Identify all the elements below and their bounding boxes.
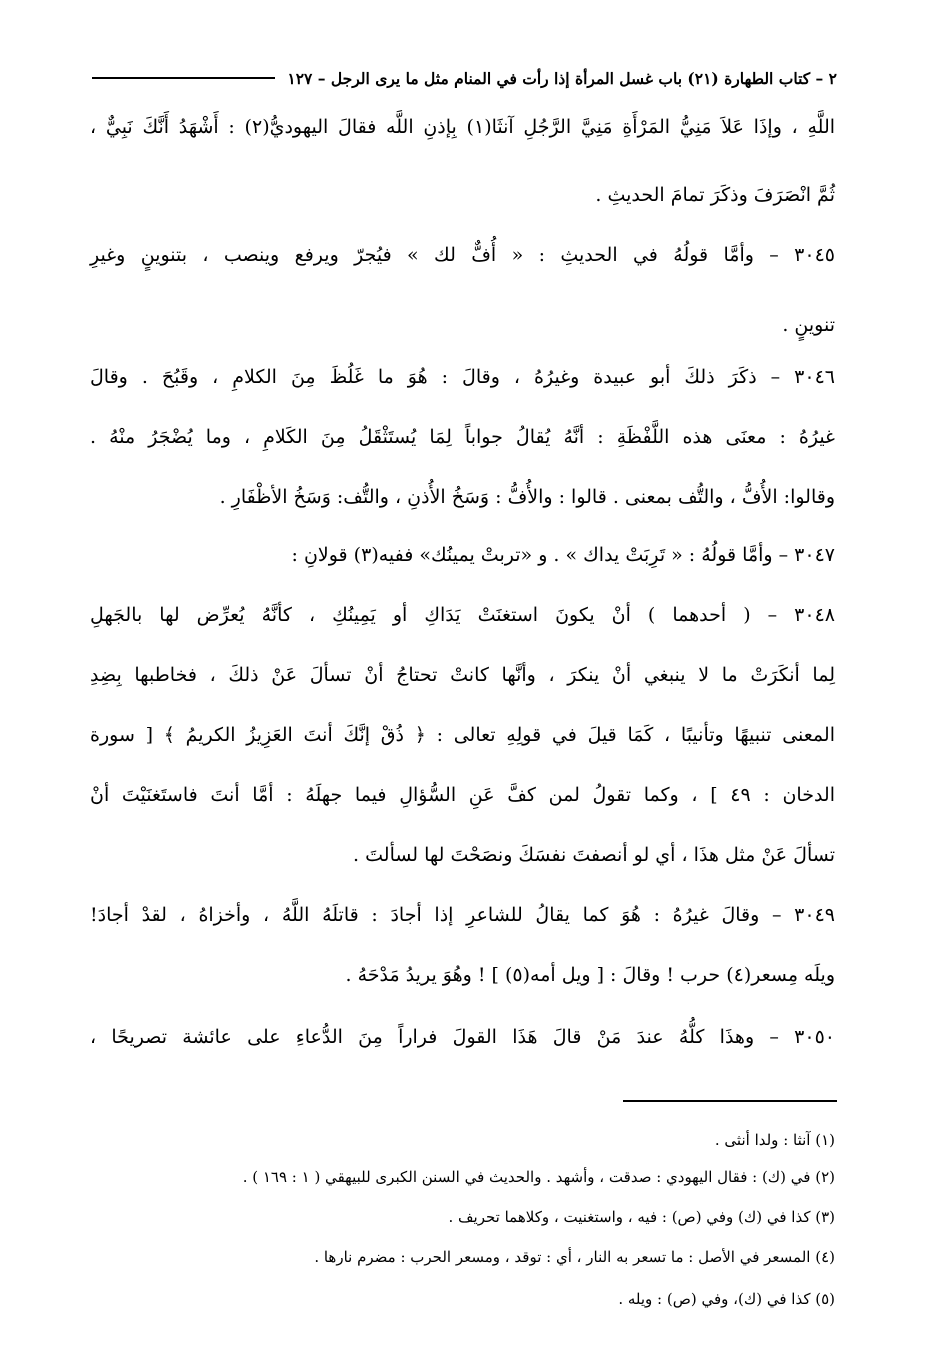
paragraph-3049-line-2: ويلَه مِسعر(٤) حرب ! وقالَ : [ ويل أمه(٥) ] ! وهُوَ يريدُ مَدْحَهُ . bbox=[345, 964, 835, 986]
paragraph-3048-line-3: المعنى تنبيهًا وتأنيبًا ، كَمَا قيلَ في قولِهِ تعالى : ﴿ ذُقْ إنَّكَ أنتَ العَزِيزُ الكريمُ ﴾ [ سورة bbox=[90, 724, 835, 746]
paragraph-3049-line-1: ٣٠٤٩ – وقالَ غيرُهُ : هُوَ كما يقالُ للشاعرِ إذا أجادَ : قاتلَهُ اللَّهُ ، وأخزاهُ ، لقدْ أجادَ! bbox=[90, 904, 835, 926]
header-title: ٢ – كتاب الطهارة (٢١) باب غسل المرأة إذا رأت في المنام مثل ما يرى الرجل – ١٢٧ bbox=[287, 68, 837, 88]
paragraph-3048-line-2: لِما أنكَرَتْ ما لا ينبغي أنْ ينكرَ ، وأنَّها كانتْ تحتاجُ أنْ تسألَ عَنْ ذلكَ ، فخاطبها بِضِدِ bbox=[90, 664, 835, 686]
footnote-3: (٣) كذا في (ك) وفي (ص) : فيه ، واستغنيت ، وكلاهما تحريف . bbox=[448, 1208, 835, 1226]
paragraph-3046-line-1: ٣٠٤٦ – ذكَرَ ذلكَ أبو عبيدة وغيرُهُ ، وقالَ : هُوَ ما غَلُظَ مِنَ الكلامِ ، وقَبُحَ . وقالَ bbox=[90, 366, 835, 388]
footnote-2: (٢) في (ك) : فقال اليهودي : صدقت ، وأشهد . والحديث في السنن الكبرى للبيهقي ( ١ : ١٦٩ ) . bbox=[242, 1168, 835, 1186]
running-header bbox=[92, 58, 837, 98]
paragraph-3048-line-5: تسألَ عَنْ مثل هذَا ، أي لو أنصفتَ نفسَكَ ونصَحْتَ لها لسألتَ . bbox=[353, 844, 835, 866]
paragraph-3050-line-1: ٣٠٥٠ – وهذَا كلُّهُ عندَ مَنْ قالَ هَذَا القولَ فراراً مِنَ الدُّعاءِ على عائشة تصريحًا ، bbox=[90, 1026, 835, 1048]
footnote-5: (٥) كذا في (ك)، وفي (ص) : ويله . bbox=[618, 1290, 835, 1308]
body-line-2: ثُمَّ انْصَرَفَ وذكَرَ تمامَ الحديثِ . bbox=[595, 184, 835, 206]
footnote-4: (٤) المسعر في الأصل : ما تسعر به النار ، أي : توقد ، ومسعر الحرب : مضرم نارها . bbox=[314, 1248, 835, 1266]
footnote-1: (١) آنثا : ولدا أنثى . bbox=[714, 1131, 835, 1149]
paragraph-3048-line-4: الدخان : ٤٩ ] ، وكما تقولُ لمن كفَّ عَنِ السُّؤالِ فيما جهلَهُ : أمَّا أنتَ فاستَغنَيْتَ أنْ bbox=[90, 784, 835, 806]
paragraph-3048-line-1: ٣٠٤٨ – ( أحدهما ) أنْ يكونَ استغنَتْ يَدَاكِ أو يَمِينُكِ ، كأنَّهُ يُعرِّض لها بالجَهلِ bbox=[90, 604, 835, 626]
header-rule bbox=[92, 77, 275, 79]
paragraph-3045-line-1: ٣٠٤٥ – وأمَّا قولُهُ في الحديثِ : « أُفٌّ لك » فيُجرّ ويرفع وينصب ، بتنوينٍ وغيرِ bbox=[90, 244, 835, 266]
footnote-separator bbox=[623, 1100, 837, 1102]
paragraph-3046-line-3: وقالوا: الأُفُّ ، والتُّف بمعنى . قالوا : والأُفُّ : وَسَخُ الأُذنِ ، والتُّف: وَسَخُ الأظْفَارِ . bbox=[219, 486, 835, 508]
paragraph-3047: ٣٠٤٧ – وأمَّا قولُهُ : « تَرِبَتْ يداك » . و «تربتْ يمينُك» ففيه(٣) قولانِ : bbox=[291, 544, 835, 566]
paragraph-3045-line-2: تنوينٍ . bbox=[782, 314, 835, 336]
body-line-1: اللَّهِ ، وإذَا عَلاَ مَنِيُّ المَرْأَةِ مَنِيَّ الرَّجُلِ آنثَا(١) بِإذنِ اللَّه فقالَ اليهوديُّ(٢) : أَشْهَدُ أَنَّكَ نَبِيٌّ ، bbox=[90, 116, 836, 138]
paragraph-3046-line-2: غيرُهُ : معنَى هذه اللَّفْظَةِ : أنَّهُ يُقالُ جواباً لِمَا يُستَثْقَلُ مِنَ الكَلامِ ، وما يُضْجَرُ منْهُ . bbox=[90, 426, 835, 448]
